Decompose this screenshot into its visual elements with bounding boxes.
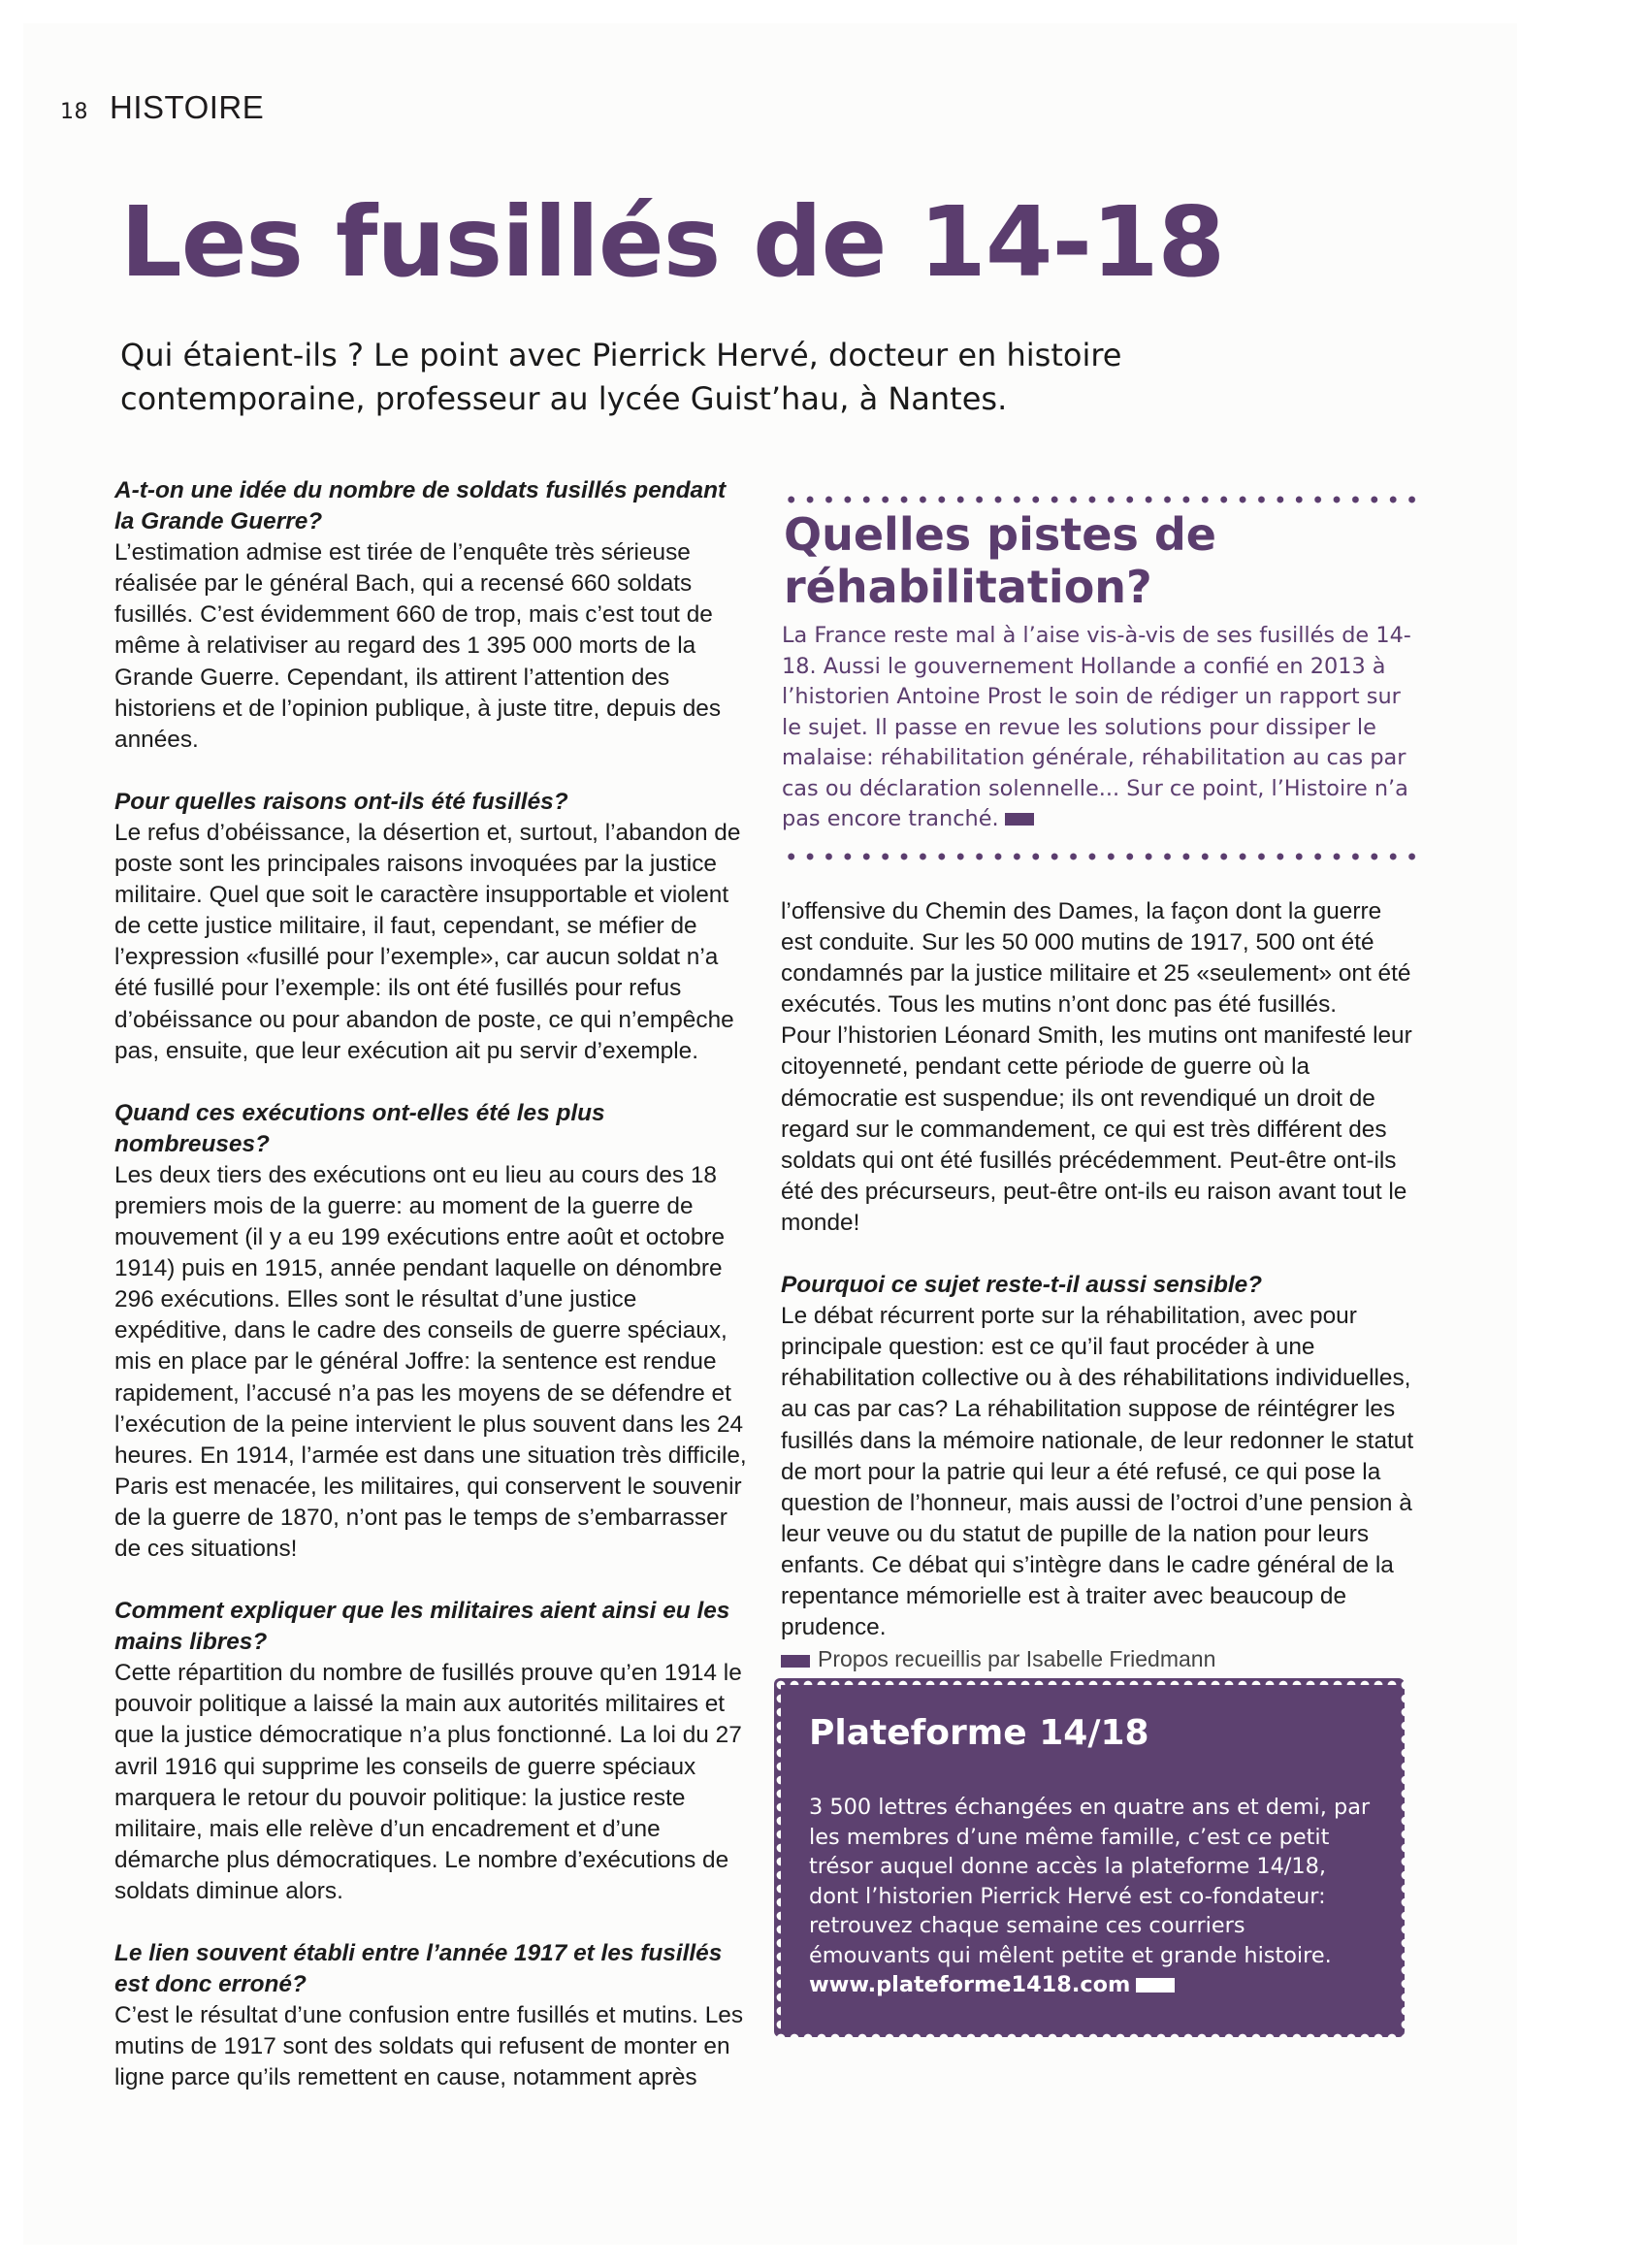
dotted-rule-top [782, 495, 1422, 504]
encadre-body: La France reste mal à l’aise vis-à-vis de ses fusillés de 14-18. Aussi le gouvernement Hollande a confié en 2013 à l’historien Antoine Prost le soin de rédiger un rapport sur le sujet. Il passe en revue les solutions pour dissiper le malaise: réhabilitation générale, réhabilitation au cas par cas ou déclaration solennelle... Sur ce point, l’Histoire n’a pas encore tranché. [782, 623, 1411, 831]
question: A-t-on une idée du nombre de soldats fusillés pendant la Grande Guerre? [114, 477, 727, 535]
answer: Le débat récurrent porte sur la réhabilitation, avec pour principale question: est ce qu’il faut procéder à une réhabilitation collective ou à des réhabilitations individuelles, au cas par cas? La réhabilitation suppose de réintégrer les fusillés dans la mémoire nationale, de leur redonner le statut de mort pour la patrie qui leur a été refusé, ce qui pose la question de l’honneur, mais aussi de l’octroi d’une pension à leur veuve ou du statut de pupille de la nation pour leurs enfants. Ce débat qui s’intègre dans le cadre général de la repentance mémorielle est à traiter avec beaucoup de prudence. [781, 1303, 1414, 1641]
answer: Le refus d’obéissance, la désertion et, surtout, l’abandon de poste sont les principales raisons invoquées par la justice militaire. Quel que soit le caractère insupportable et violent de cette justice militaire, il faut, cependant, se méfier de l’expression «fusillé pour l’exemple», car aucun soldat n’a été fusillé pour l’exemple: ils ont été fusillés pour refus d’obéissance ou pour abandon de poste, ce qui n’empêche pas, ensuite, que leur exécution ait pu servir d’exemple. [114, 819, 741, 1064]
end-mark-icon [1005, 813, 1034, 826]
question: Comment expliquer que les militaires aient ainsi eu les mains libres? [114, 1598, 730, 1656]
plateforme-stamp-box [774, 1678, 1405, 2037]
end-mark-icon [781, 1655, 810, 1668]
page-number: 18 [60, 100, 88, 124]
answer: C’est le résultat d’une confusion entre fusillés et mutins. Les mutins de 1917 sont des soldats qui refusent de monter en ligne parce qu’ils remettent en cause, notamment après [114, 2002, 744, 2091]
end-mark-icon [1136, 1978, 1175, 1993]
answer-paragraph: Pour l’historien Léonard Smith, les mutins ont manifesté leur citoyenneté, pendant cette période de guerre où la démocratie est suspendue; ils ont revendiqué un droit de regard sur le commandement, ce qui est très différent des soldats qui ont été fusillés précédemment. Peut-être ont-ils été des précurseurs, peut-être ont-ils eu raison avant tout le monde! [781, 1022, 1412, 1236]
encadre-text [782, 621, 1422, 835]
plateforme-title: Plateforme 14/18 [809, 1713, 1149, 1753]
question: Le lien souvent établi entre l’année 1917 et les fusillés est donc erroné? [114, 1940, 723, 1998]
section-label: HISTOIRE [110, 89, 265, 125]
encadre-title: Quelles pistes de réhabilitation? [784, 508, 1216, 613]
page-header [60, 89, 264, 126]
plateforme-url[interactable]: www.plateforme1418.com [809, 1972, 1131, 1997]
answer-continued: l’offensive du Chemin des Dames, la façon dont la guerre est conduite. Sur les 50 000 mutins de 1917, 500 ont été condamnés par la justice militaire et 25 «seulement» ont été exécutés. Tous les mutins n’ont donc pas été fusillés. [781, 898, 1411, 1019]
answer: Cette répartition du nombre de fusillés prouve qu’en 1914 le pouvoir politique a laissé la main aux autorités militaires et que la justice démocratique n’a plus fonctionné. La loi du 27 avril 1916 qui supprime les conseils de guerre spéciaux marquera le retour du pouvoir politique: la justice reste militaire, mais elle relève d’un encadrement et d’une démarche plus démocratiques. Le nombre d’exécutions de soldats diminue alors. [114, 1660, 742, 1904]
article-lead: Qui étaient-ils ? Le point avec Pierrick Hervé, docteur en histoire contemporaine, professeur au lycée Guist’hau, à Nantes. [120, 337, 1122, 417]
article-title: Les fusillés de 14-18 [120, 185, 1225, 299]
question: Pour quelles raisons ont-ils été fusillés? [114, 788, 568, 815]
question: Pourquoi ce sujet reste-t-il aussi sensible? [781, 1272, 1263, 1299]
interview-column-right [781, 896, 1416, 1674]
plateforme-text [809, 1793, 1372, 2000]
answer: Les deux tiers des exécutions ont eu lieu au cours des 18 premiers mois de la guerre: au moment de la guerre de mouvement (il y a eu 199 exécutions entre août et octobre 1914) puis en 1915, année pendant laquelle on dénombre 296 exécutions. Elles sont le résultat d’une justice expéditive, dans le cadre des conseils de guerre spéciaux, mis en place par le général Joffre: la sentence est rendue rapidement, l’accusé n’a pas les moyens de se défendre et l’exécution de la peine intervient le plus souvent dans les 24 heures. En 1914, l’armée est dans une situation très difficile, Paris est menacée, les militaires, qui conservent le souvenir de la guerre de 1870, n’ont pas le temps de s’embarrasser de ces situations! [114, 1161, 747, 1562]
dotted-rule-bottom [782, 852, 1422, 861]
answer: L’estimation admise est tirée de l’enquête très sérieuse réalisée par le général Bach, qui a recensé 660 soldats fusillés. C’est évidemment 660 de trop, mais c’est tout de même à relativiser au regard des 1 395 000 morts de la Grande Guerre. Cependant, ils attirent l’attention des historiens et de l’opinion publique, à juste titre, depuis des années. [114, 539, 722, 753]
interview-column-left [114, 475, 747, 2094]
question: Quand ces exécutions ont-elles été les plus nombreuses? [114, 1099, 605, 1157]
signature [781, 1643, 1416, 1674]
signature-text: Propos recueillis par Isabelle Friedmann [818, 1646, 1216, 1672]
plateforme-body: 3 500 lettres échangées en quatre ans et demi, par les membres d’une même famille, c’est ce petit trésor auquel donne accès la plateforme 14/18, dont l’historien Pierrick Hervé est co-fondateur: retrouvez chaque semaine ces courriers émouvants qui mêlent petite et grande histoire. [809, 1795, 1371, 1968]
